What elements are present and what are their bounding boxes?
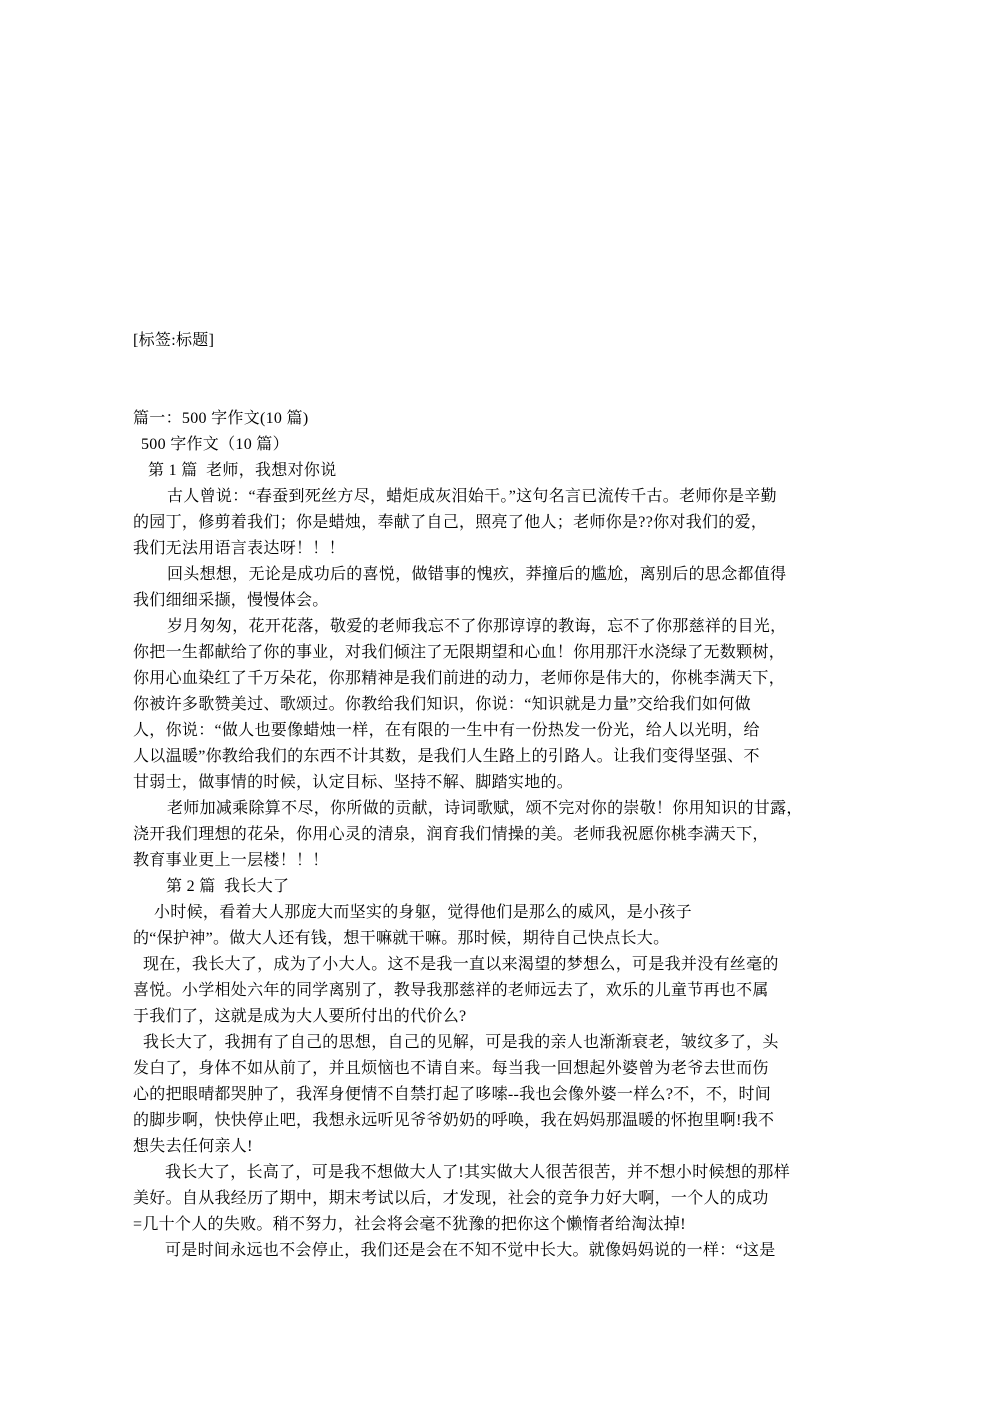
section-title-line: 篇一：500 字作文(10 篇) <box>133 410 309 427</box>
essay-2-heading-line: 第 2 篇 我长大了 <box>166 878 290 895</box>
paragraph-line: 于我们了，这就是成为大人要所付出的代价么? <box>133 1008 467 1025</box>
paragraph-line: 我们无法用语言表达呀！！！ <box>133 540 345 557</box>
essay-1-heading-line: 第 1 篇 老师，我想对你说 <box>148 462 337 479</box>
paragraph-line: 浇开我们理想的花朵，你用心灵的清泉，润育我们情操的美。老师我祝愿你桃李满天下， <box>133 826 769 843</box>
paragraph-line: 可是时间永远也不会停止，我们还是会在不知不觉中长大。就像妈妈说的一样：“这是 <box>165 1242 776 1259</box>
paragraph-line: 的园丁，修剪着我们；你是蜡烛，奉献了自己，照亮了他人；老师你是??你对我们的爱， <box>133 514 768 531</box>
paragraph-line: 你用心血染红了千万朵花，你那精神是我们前进的动力，老师你是伟大的，你桃李满天下， <box>133 670 786 687</box>
paragraph-line: 小时候，看着大人那庞大而坚实的身躯，觉得他们是那么的威风，是小孩子 <box>154 904 692 921</box>
paragraph-line: 喜悦。小学相处六年的同学离别了，教导我那慈祥的老师远去了，欢乐的儿童节再也不属 <box>133 982 769 999</box>
paragraph-line: 人以温暖”你教给我们的东西不计其数，是我们人生路上的引路人。让我们变得坚强、不 <box>133 748 760 765</box>
paragraph-line: 我们细细采撷，慢慢体会。 <box>133 592 329 609</box>
paragraph-line: 甘弱士，做事情的时候，认定目标、坚持不解、脚踏实地的。 <box>133 774 574 791</box>
paragraph-line: 岁月匆匆，花开花落，敬爱的老师我忘不了你那谆谆的教诲，忘不了你那慈祥的目光， <box>167 618 787 635</box>
tag-placeholder-line: [标签:标题] <box>133 332 215 349</box>
paragraph-line: 想失去任何亲人! <box>133 1138 253 1155</box>
paragraph-line: 你被许多歌赞美过、歌颂过。你教给我们知识，你说：“知识就是力量”交给我们如何做 <box>133 696 751 713</box>
blank-line <box>133 380 883 406</box>
paragraph-line: 现在，我长大了，成为了小大人。这不是我一直以来渴望的梦想么，可是我并没有丝毫的 <box>143 956 779 973</box>
document-text-block <box>133 328 883 1264</box>
paragraph-line: 的“保护神”。做大人还有钱，想干嘛就干嘛。那时候，期待自己快点长大。 <box>133 930 670 947</box>
paragraph-line: 美好。自从我经历了期中，期末考试以后，才发现，社会的竞争力好大啊，一个人的成功 <box>133 1190 769 1207</box>
paragraph-line: 我长大了，长高了，可是我不想做大人了!其实做大人很苦很苦，并不想小时候想的那样 <box>165 1164 791 1181</box>
paragraph-line: 你把一生都献给了你的事业，对我们倾注了无限期望和心血！你用那汗水浇绿了无数颗树， <box>133 644 786 661</box>
paragraph-line: 教育事业更上一层楼！！！ <box>133 852 329 869</box>
paragraph-line: 回头想想，无论是成功后的喜悦，做错事的愧疚，莽撞后的尴尬，离别后的思念都值得 <box>167 566 787 583</box>
paragraph-line: =几十个人的失败。稍不努力，社会将会毫不犹豫的把你这个懒惰者给淘汰掉! <box>133 1216 686 1233</box>
paragraph-line: 我长大了，我拥有了自己的思想，自己的见解，可是我的亲人也渐渐衰老，皱纹多了，头 <box>143 1034 779 1051</box>
paragraph-line: 古人曾说：“春蚕到死丝方尽，蜡炬成灰泪始干。”这句名言已流传千古。老师你是辛勤 <box>167 488 777 505</box>
paragraph-line: 老师加减乘除算不尽，你所做的贡献，诗词歌赋，颂不完对你的崇敬！你用知识的甘露， <box>167 800 803 817</box>
collection-subtitle-line: 500 字作文（10 篇） <box>141 436 289 453</box>
paragraph-line: 的脚步啊，快快停止吧，我想永远听见爷爷奶奶的呼唤，我在妈妈那温暖的怀抱里啊!我不 <box>133 1112 775 1129</box>
blank-line <box>133 354 883 380</box>
paragraph-line: 发白了，身体不如从前了，并且烦恼也不请自来。每当我一回想起外婆曾为老爷去世而伤 <box>133 1060 769 1077</box>
paragraph-line: 人，你说：“做人也要像蜡烛一样，在有限的一生中有一份热发一份光，给人以光明，给 <box>133 722 760 739</box>
paragraph-line: 心的把眼晴都哭肿了，我浑身便情不自禁打起了哆嗦--我也会像外婆一样么?不，不，时间 <box>133 1086 772 1103</box>
